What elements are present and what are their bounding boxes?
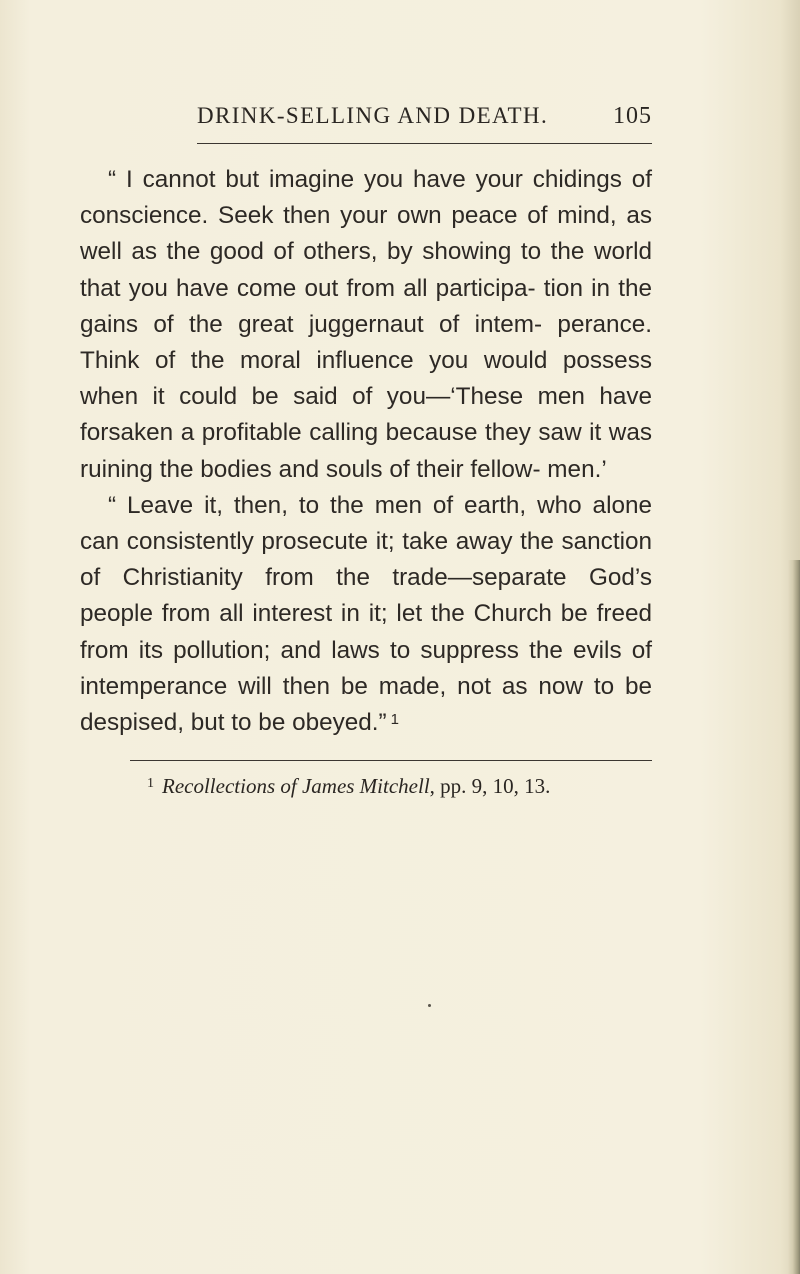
footnote (147, 771, 652, 801)
footnote-marker: 1 (147, 776, 154, 791)
page-header (197, 96, 652, 140)
page-edge-shadow (788, 560, 800, 1274)
body-text (80, 162, 652, 741)
page-number: 105 (613, 103, 652, 129)
ink-speck (428, 1004, 431, 1007)
paragraph-1: “ I cannot but imagine you have your chidings of conscience. Seek then your own peace of mind, as well as the good of others, by showing to the world that you have come out from all participa- tion in the gains of the great juggernaut of intem- perance. Think of the moral influence you would possess when it could be said of you—‘These men have forsaken a profitable calling because they saw it was ruining the bodies and souls of their fellow- men.’ (80, 166, 652, 483)
footnote-title: Recollections of James Mitchell (162, 774, 430, 798)
paragraph-2-text: “ Leave it, then, to the men of earth, who alone can consistently prosecute it; take away the sanction of Christianity from the trade—separate God’s people from all interest in it; let the Church be freed from its pollution; and laws to suppress the evils of intemperance will then be made, not as now to be despised, but to be obeyed.” (80, 491, 652, 737)
paragraph-2 (80, 488, 652, 741)
footnote-rule (130, 760, 652, 761)
footnote-citation: , pp. 9, 10, 13. (429, 774, 551, 798)
header-rule (197, 143, 652, 144)
running-title: DRINK-SELLING AND DEATH. (197, 103, 549, 128)
footnote-reference: 1 (390, 711, 399, 729)
